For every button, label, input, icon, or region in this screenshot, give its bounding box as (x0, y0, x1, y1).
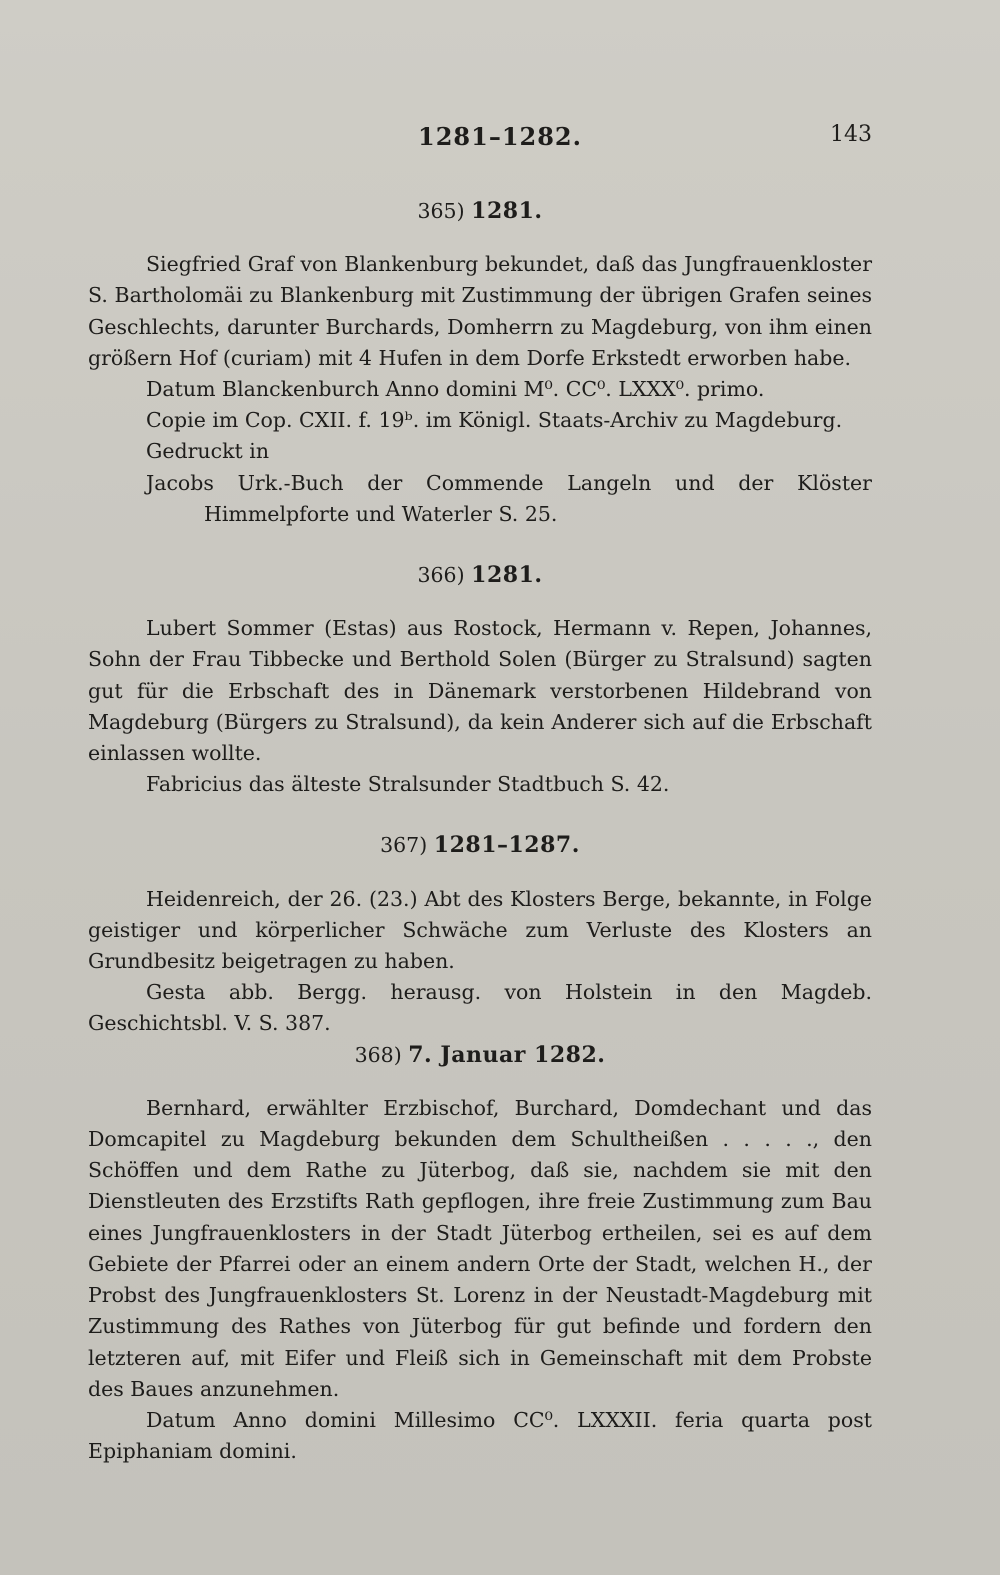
entry-heading (88, 830, 872, 861)
entry-365 (88, 196, 872, 530)
entry-date: 1281. (471, 562, 543, 589)
entry-heading (88, 560, 872, 591)
entry-date: 1281. (471, 198, 543, 224)
entry-paragraph: Siegfried Graf von Blankenburg bekundet, daß das Jungfrauenkloster S. Bartholomäi zu Blankenburg mit Zustimmung der übrigen Grafen seines Geschlechts, darunter Burchards, Domherrn zu Magdeburg, von ihm einen größern Hof (curiam) mit 4 Hufen in dem Dorfe Erkstedt erworben habe. (88, 252, 872, 370)
entry-date: 1281–1287. (433, 832, 580, 859)
dating-clause: Datum Blanckenburch Anno domini M⁰. CC⁰. LXXX⁰. primo. (146, 377, 765, 402)
page-body (88, 196, 872, 1467)
source-note: Fabricius das älteste Stralsunder Stadtbuch S. 42. (146, 772, 670, 797)
entry-date: 7. Januar 1282. (408, 1041, 606, 1068)
dating-clause: Datum Anno domini Millesimo CC⁰. LXXXII. feria quarta post Epiphaniam domini. (88, 1407, 872, 1464)
entry-number: 367) (380, 833, 428, 858)
entry-367 (88, 830, 872, 1039)
entry-paragraph: Heidenreich, der 26. (23.) Abt des Klosters Berge, bekannte, in Folge geistiger und körperlicher Schwäche zum Verluste des Klosters an Grundbesitz beigetragen zu haben. (88, 886, 872, 974)
entry-paragraph: Lubert Sommer (Estas) aus Rostock, Hermann v. Repen, Johannes, Sohn der Frau Tibbecke und Berthold Solen (Bürger zu Stralsund) sagten gut für die Erbschaft des in Dänemark verstorbenen Hildebrand von Magdeburg (Bürgers zu Stralsund), da kein Anderer sich auf die Erbschaft einlassen wollte. (88, 616, 872, 766)
entry-number: 365) (417, 199, 465, 223)
entry-368 (88, 1040, 872, 1468)
entry-number: 368) (354, 1042, 402, 1067)
page-number: 143 (830, 122, 872, 147)
entry-heading (88, 196, 872, 227)
entry-number: 366) (417, 563, 465, 588)
entry-heading (88, 1040, 872, 1071)
entry-paragraph: Bernhard, erwählter Erzbischof, Burchard, Domdechant und das Domcapitel zu Magdeburg bekunden dem Schultheißen . . . . ., den Schöffen und dem Rathe zu Jüterbog, daß sie, nachdem sie mit den Dienstleuten des Erzstifts Rath gepflogen, ihre freie Zustimmung zum Bau eines Jungfrauenklosters in der Stadt Jüterbog ertheilen, sei es auf dem Gebiete der Pfarrei oder an einem andern Orte der Stadt, welchen H., der Probst des Jungfrauenklosters St. Lorenz in der Neustadt-Magdeburg mit Zustimmung des Rathes von Jüterbog für gut befinde und fordern den letzteren auf, mit Eifer und Fleiß sich in Gemeinschaft mit dem Probste des Baues anzunehmen. (88, 1095, 872, 1401)
printed-in-label: Gedruckt in (146, 439, 270, 464)
source-note: Copie im Cop. CXII. f. 19ᵇ. im Königl. Staats-Archiv zu Magdeburg. (146, 408, 843, 433)
source-note: Gesta abb. Bergg. herausg. von Holstein in den Magdeb. Geschichtsbl. V. S. 387. (88, 980, 872, 1036)
running-head: 1281–1282. (418, 122, 582, 151)
page-header (0, 122, 1000, 152)
citation: Jacobs Urk.-Buch der Commende Langeln und der Klöster Himmelpforte und Waterler S. 25. (146, 470, 872, 526)
entry-366 (88, 560, 872, 800)
